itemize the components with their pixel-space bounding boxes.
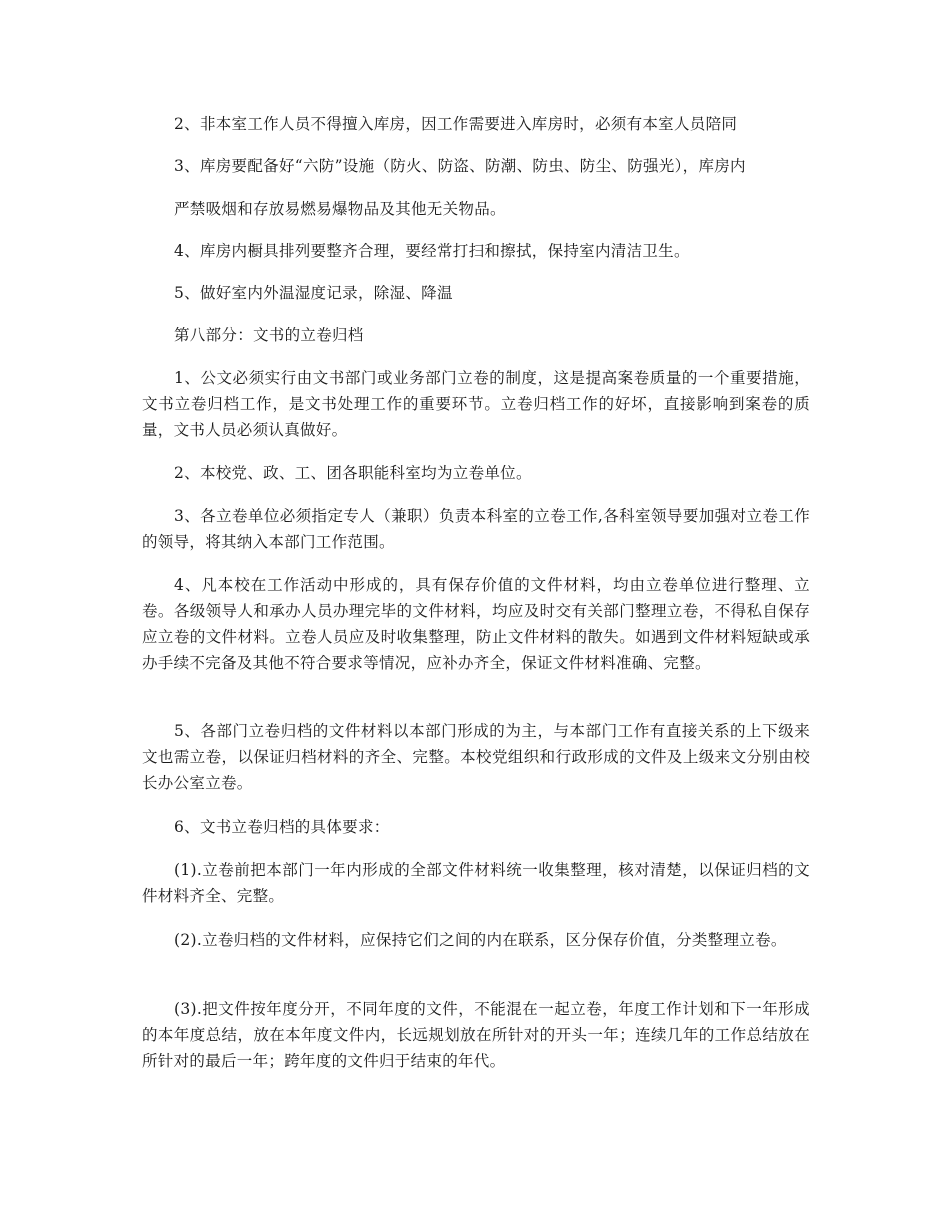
- paragraph-specific-requirements: 6、文书立卷归档的具体要求：: [174, 818, 390, 836]
- paragraph-department-filing: 5、各部门立卷归档的文件材料以本部门形成的为主，与本部门工作有直接关系的上下级来文也需立卷，以保证归档材料的齐全、完整。本校党组织和行政形成的文件及上级来文分别由校长办公室立卷。: [142, 722, 810, 792]
- paragraph-filing-system: 1、公文必须实行由文书部门或业务部门立卷的制度，这是提高案卷质量的一个重要措施，文书立卷归档工作，是文书处理工作的重要环节。立卷归档工作的好坏，直接影响到案卷的质量，文书人员必须认真做好。: [142, 369, 810, 439]
- paragraph-six-protections-continued: 严禁吸烟和存放易燃易爆物品及其他无关物品。: [174, 200, 506, 218]
- paragraph-six-protections: 3、库房要配备好“六防”设施（防火、防盗、防潮、防虫、防尘、防强光），库房内: [174, 157, 746, 175]
- paragraph-requirement-2: (2).立卷归档的文件材料，应保持它们之间的内在联系，区分保存价值，分类整理立卷。: [174, 931, 787, 949]
- paragraph-storage-access: 2、非本室工作人员不得擅入库房，因工作需要进入库房时，必须有本室人员陪同: [174, 115, 738, 133]
- section-heading-part-eight: 第八部分：文书的立卷归档: [174, 326, 364, 344]
- paragraph-storage-cleaning: 4、库房内橱具排列要整齐合理，要经常打扫和擦拭，保持室内清洁卫生。: [174, 242, 690, 260]
- paragraph-requirement-1: (1).立卷前把本部门一年内形成的全部文件材料统一收集整理，核对清楚，以保证归档的文件材料齐全、完整。: [142, 861, 810, 905]
- paragraph-temperature-humidity: 5、做好室内外温湿度记录，除湿、降温: [174, 284, 453, 302]
- paragraph-designated-staff: 3、各立卷单位必须指定专人（兼职）负责本科室的立卷工作,各科室领导要加强对立卷工作的领导，将其纳入本部门工作范围。: [142, 507, 810, 551]
- paragraph-filing-units: 2、本校党、政、工、团各职能科室均为立卷单位。: [174, 464, 532, 482]
- paragraph-document-collection: 4、凡本校在工作活动中形成的，具有保存价值的文件材料，均由立卷单位进行整理、立卷。各级领导人和承办人员办理完毕的文件材料，均应及时交有关部门整理立卷，不得私自保存应立卷的文件材料。立卷人员应及时收集整理，防止文件材料的散失。如遇到文件材料短缺或承办手续不完备及其他不符合要求等情况，应补办齐全，保证文件材料准确、完整。: [142, 576, 810, 672]
- paragraph-requirement-3: (3).把文件按年度分开，不同年度的文件，不能混在一起立卷，年度工作计划和下一年形成的本年度总结，放在本年度文件内，长远规划放在所针对的开头一年；连续几年的工作总结放在所针对的最后一年；跨年度的文件归于结束的年代。: [142, 1000, 810, 1070]
